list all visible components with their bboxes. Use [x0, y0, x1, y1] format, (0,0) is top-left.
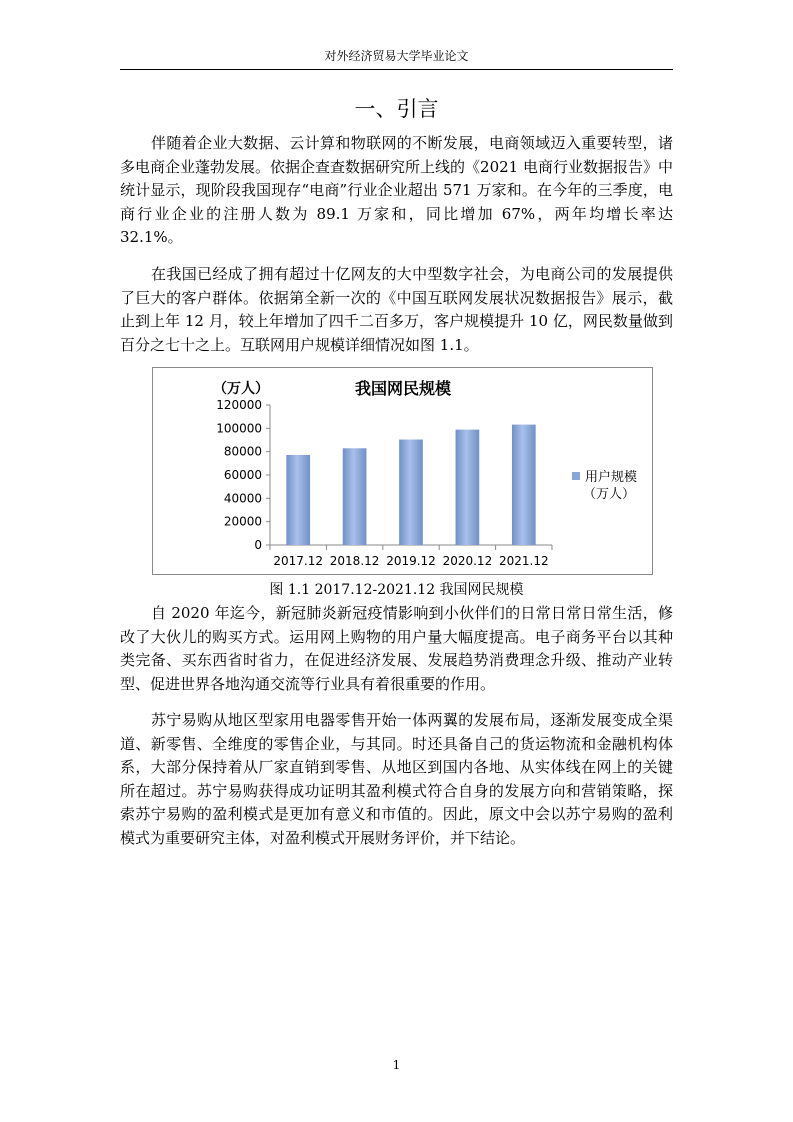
legend-label-unit: （万人）: [583, 487, 636, 502]
y-tick-label: 120000: [216, 398, 262, 412]
header-rule: [120, 69, 673, 70]
section-title: 一、引言: [354, 97, 439, 121]
y-tick-label: 40000: [223, 491, 262, 506]
chart-figure: [152, 367, 653, 575]
chart-title: 我国网民规模: [354, 379, 452, 398]
x-tick-label: 2020.12: [442, 554, 493, 568]
running-header: 对外经济贸易大学毕业论文: [324, 49, 469, 63]
paragraph-3: 自 2020 年迄今，新冠肺炎新冠疫情影响到小伙伴们的日常日常日常生活，修改了大伙儿的购买方式。运用网上购物的用户量大幅度提高。电子商务平台以其种类完备、买东西省时省力，在促进经济发展、发展趋势消费理念升级、推动产业转型、促进世界各地沟通交流等行业具有着很重要的作用。: [120, 604, 673, 693]
paragraph-2: 在我国已经成了拥有超过十亿网友的大中型数字社会，为电商公司的发展提供了巨大的客户群体。依据第全新一次的《中国互联网发展状况数据报告》展示，截止到上年 12 月，较上年增加了四千二百多万，客户规模提升 10 亿，网民数量做到百分之七十之上。互联网用户规模详细情况如图 1.1。: [120, 265, 673, 354]
y-tick-label: 80000: [223, 444, 262, 459]
y-axis-label: （万人）: [213, 381, 269, 397]
y-tick-label: 20000: [223, 514, 262, 529]
legend-label: 用户规模: [585, 470, 638, 485]
x-tick-label: 2019.12: [386, 554, 436, 568]
x-tick-label: 2017.12: [273, 554, 324, 568]
paragraph-4: 苏宁易购从地区型家用电器零售开始一体两翼的发展布局，逐渐发展变成全渠道、新零售、全维度的零售企业，与其同。时还具备自己的货运物流和金融机构体系，大部分保持着从厂家直销到零售、从地区到国内各地、从实体线在网上的关键所在超过。苏宁易购获得成功证明其盈利模式符合自身的发展方向和营销策略，探索苏宁易购的盈利模式是更加有意义和市值的。因此，原文中会以苏宁易购的盈利模式为重要研究主体，对盈利模式开展财务评价，并下结论。: [120, 711, 673, 847]
y-tick-label: 0: [254, 538, 262, 552]
bar-2019.12: [399, 440, 423, 545]
x-tick-label: 2021.12: [498, 554, 549, 568]
bar-2018.12: [343, 448, 367, 545]
bar-2021.12: [512, 425, 536, 545]
y-tick-label: 100000: [216, 421, 262, 436]
bar-2017.12: [286, 455, 310, 545]
legend-swatch: [572, 472, 580, 480]
y-tick-label: 60000: [223, 468, 262, 482]
x-tick-label: 2018.12: [329, 554, 380, 568]
bar-2020.12: [456, 430, 480, 545]
figure-caption: 图 1.1 2017.12-2021.12 我国网民规模: [269, 582, 524, 598]
bar-chart: [153, 368, 652, 574]
page-number: 1: [392, 1058, 401, 1072]
paragraph-1: 伴随着企业大数据、云计算和物联网的不断发展，电商领域迈入重要转型，诸多电商企业蓬勃发展。依据企查查数据研究所上线的《2021 电商行业数据报告》中统计显示，现阶段我国现存“电商”行业企业超出 571 万家和。在今年的三季度，电商行业企业的注册人数为 89.1 万家和，同比增加 67%，两年均增长率达 32.1%。: [120, 134, 673, 247]
